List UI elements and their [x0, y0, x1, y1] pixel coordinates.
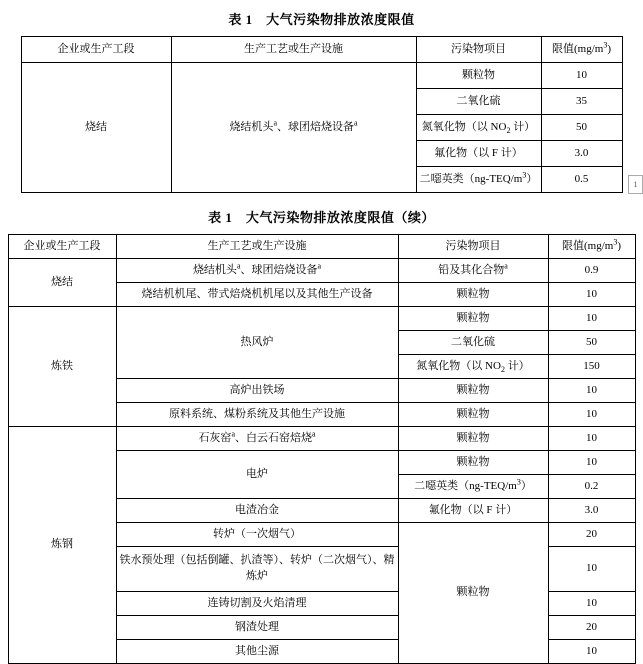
t2-limit-13: 10	[548, 592, 635, 616]
t2-process-7: 石灰窑$^a$、白云石窑焙烧$^a$	[116, 427, 398, 451]
table-header-row	[8, 235, 635, 259]
t2-pollutant-4: 氮氧化物（以 $NO_2$ 计）	[398, 355, 548, 379]
table-row	[8, 259, 635, 283]
t2-process-hotstove: 热风炉	[116, 307, 398, 379]
t2-limit-12: 10	[548, 547, 635, 592]
t2-limit-7: 10	[548, 427, 635, 451]
t2-limit-10: 3.0	[548, 499, 635, 523]
t2-limit-6: 10	[548, 403, 635, 427]
table-row	[21, 63, 622, 89]
t2-process-13: 连铸切割及火焰清理	[116, 592, 398, 616]
t2-pollutant-3: 二氧化硫	[398, 331, 548, 355]
t2-process-12: 铁水预处理（包括倒罐、扒渣等）、转炉（二次烟气）、精炼炉	[116, 547, 398, 592]
t2-header-1: 生产工艺或生产设施	[116, 235, 398, 259]
t1-pollutant-4: 二噁英类$(ng-TEQ/m^3)$	[416, 167, 541, 193]
t1-header-1: 生产工艺或生产设施	[171, 37, 416, 63]
t2-pollutant-7: 颗粒物	[398, 427, 548, 451]
t2-section-sintering: 烧结	[8, 259, 116, 307]
t2-process-10: 电渣冶金	[116, 499, 398, 523]
table-header-row	[21, 37, 622, 63]
table-row	[8, 427, 635, 451]
t2-limit-4: 150	[548, 355, 635, 379]
t1-header-2: 污染物项目	[416, 37, 541, 63]
table-row	[8, 307, 635, 331]
t1-header-0: 企业或生产工段	[21, 37, 171, 63]
t1-pollutant-2: 氮氧化物（以 $NO_2$ 计）	[416, 115, 541, 141]
t2-limit-5: 10	[548, 379, 635, 403]
t1-limit-1: 35	[541, 89, 622, 115]
t2-pollutant-particulate: 颗粒物	[398, 523, 548, 664]
t2-header-0: 企业或生产工段	[8, 235, 116, 259]
t2-section-ironmaking: 炼铁	[8, 307, 116, 427]
t2-limit-8: 10	[548, 451, 635, 475]
t1-process-label: 烧结机头$^a$、球团焙烧设备$^a$	[171, 63, 416, 193]
t1-pollutant-3: 氟化物（以 F 计）	[416, 141, 541, 167]
t1-limit-2: 50	[541, 115, 622, 141]
t2-pollutant-1: 颗粒物	[398, 283, 548, 307]
t1-section-label: 烧结	[21, 63, 171, 193]
t1-pollutant-0: 颗粒物	[416, 63, 541, 89]
t2-process-15: 其他尘源	[116, 640, 398, 664]
t2-process-1: 烧结机机尾、带式焙烧机机尾以及其他生产设备	[116, 283, 398, 307]
t1-pollutant-1: 二氧化硫	[416, 89, 541, 115]
t2-pollutant-2: 颗粒物	[398, 307, 548, 331]
t2-limit-15: 10	[548, 640, 635, 664]
t2-limit-14: 20	[548, 616, 635, 640]
document-page	[0, 9, 643, 657]
t2-section-steelmaking: 炼钢	[8, 427, 116, 664]
t2-pollutant-9: 二噁英类$(ng-TEQ/m^3)$	[398, 475, 548, 499]
page-edge-marker: 1	[628, 175, 643, 194]
t1-limit-4: 0.5	[541, 167, 622, 193]
table1-title: 表 1 大气污染物排放浓度限值	[228, 12, 415, 27]
t2-process-electricfurnace: 电炉	[116, 451, 398, 499]
t2-process-11: 转炉（一次烟气）	[116, 523, 398, 547]
t2-header-3: 限值$(mg/m^3)$	[548, 235, 635, 259]
t2-process-14: 钢渣处理	[116, 616, 398, 640]
t2-limit-9: 0.2	[548, 475, 635, 499]
t2-limit-0: 0.9	[548, 259, 635, 283]
t2-pollutant-10: 氟化物（以 F 计）	[398, 499, 548, 523]
t2-limit-11: 20	[548, 523, 635, 547]
t2-process-0: 烧结机头$^a$、球团焙烧设备$^a$	[116, 259, 398, 283]
t2-pollutant-6: 颗粒物	[398, 403, 548, 427]
t2-pollutant-0: 铅及其化合物$^a$	[398, 259, 548, 283]
table-1	[21, 36, 623, 193]
t2-process-6: 原料系统、煤粉系统及其他生产设施	[116, 403, 398, 427]
t1-header-3: 限值$(mg/m^3)$	[541, 37, 622, 63]
table2-title: 表 1 大气污染物排放浓度限值（续）	[208, 210, 435, 225]
t2-limit-1: 10	[548, 283, 635, 307]
t2-limit-2: 10	[548, 307, 635, 331]
t2-pollutant-5: 颗粒物	[398, 379, 548, 403]
t1-limit-0: 10	[541, 63, 622, 89]
table-2	[8, 234, 636, 664]
t2-limit-3: 50	[548, 331, 635, 355]
t1-limit-3: 3.0	[541, 141, 622, 167]
t2-header-2: 污染物项目	[398, 235, 548, 259]
t2-pollutant-8: 颗粒物	[398, 451, 548, 475]
t2-process-5: 高炉出铁场	[116, 379, 398, 403]
